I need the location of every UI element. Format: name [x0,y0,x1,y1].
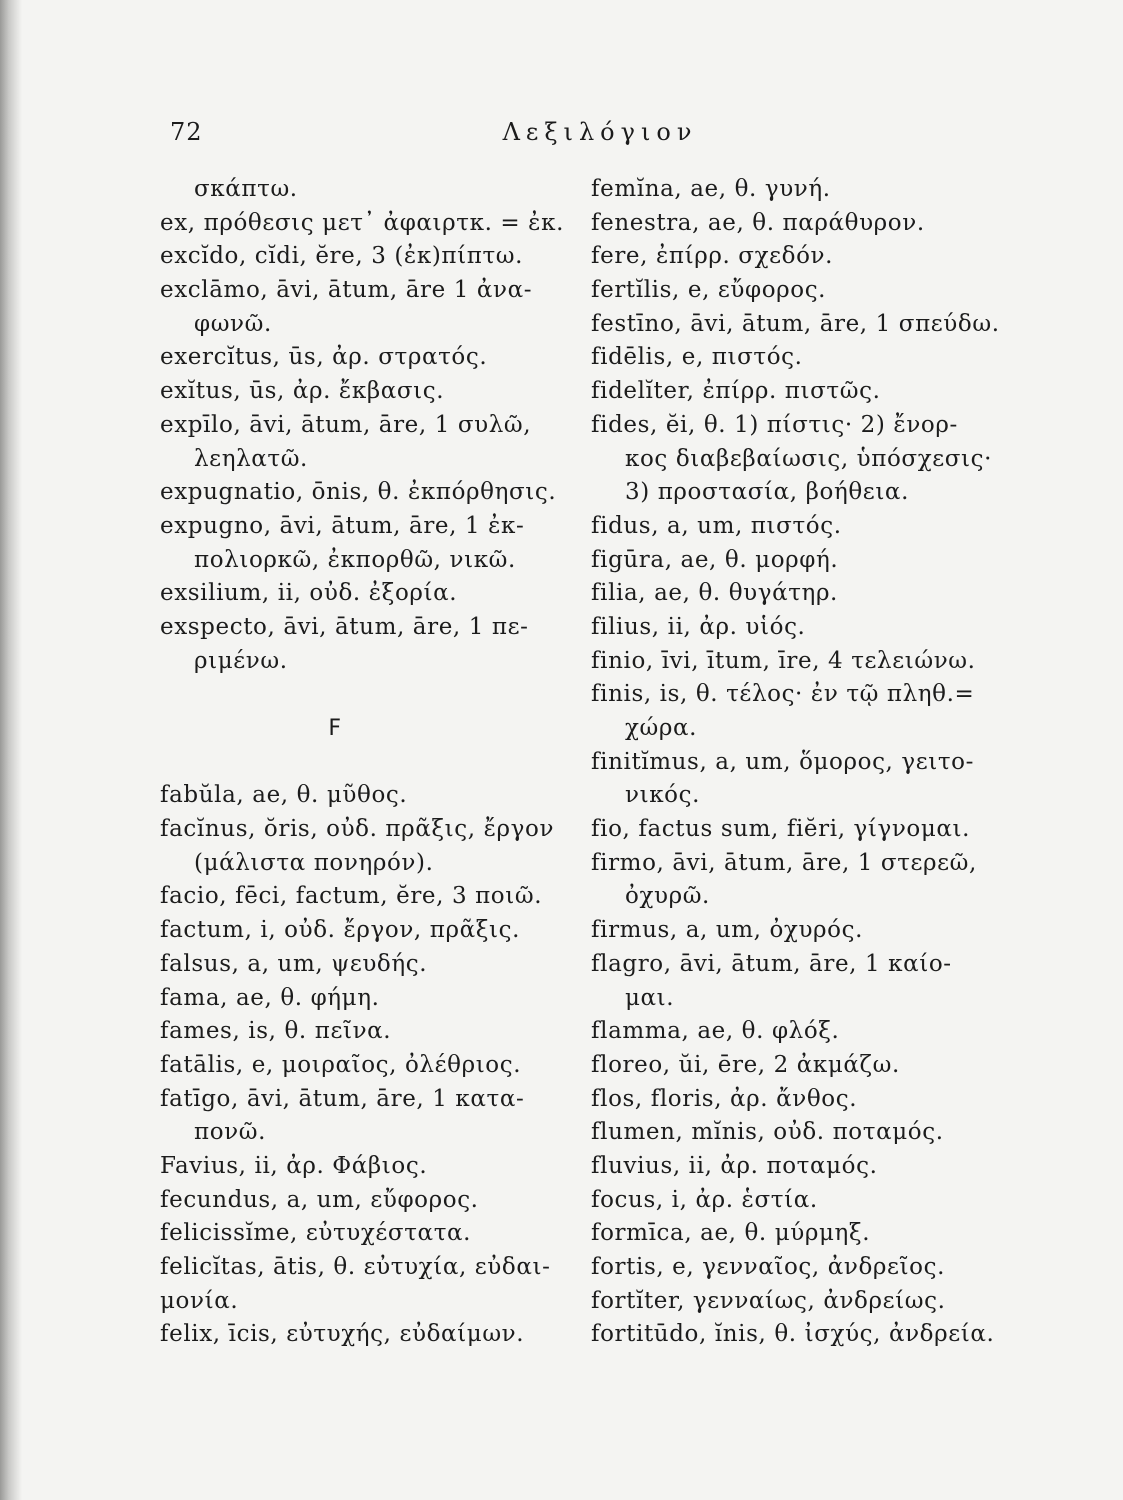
dictionary-entry-line: focus, i, ἀρ. ἑστία. [591,1186,818,1213]
blank-line [160,746,570,780]
dictionary-entry-line: κος διαβεβαίωσις, ὑπόσχεσις· [625,445,993,472]
dictionary-entry-line: fabŭla, ae, θ. μῦθος. [160,782,408,809]
page-header [160,118,1040,154]
left-column [160,173,570,1352]
dictionary-entry-line: fidēlis, e, πιστός. [591,344,803,371]
dictionary-entry-line: exercĭtus, ūs, ἀρ. στρατός. [160,344,488,371]
dictionary-entry-line: Favius, ii, ἀρ. Φάβιος. [160,1152,428,1179]
dictionary-entry-line: finio, īvi, ītum, īre, 4 τελειώνω. [591,647,976,674]
dictionary-entry-line: fortitūdo, ĭnis, θ. ἰσχύς, ἀνδρεία. [591,1321,995,1348]
dictionary-entry-line: filius, ii, ἀρ. υἱός. [591,613,806,640]
dictionary-entry-line: fluvius, ii, ἀρ. ποταμός. [591,1152,878,1179]
dictionary-entry-line: fortĭter, γενναίως, ἀνδρείως. [591,1287,946,1314]
dictionary-entry-line: facĭnus, ŏris, οὐδ. πρᾶξις, ἔργον [160,816,555,843]
dictionary-entry-line: fio, factus sum, fiĕri, γίγνομαι. [591,816,971,843]
dictionary-entry-line: exĭtus, ūs, ἀρ. ἔκβασις. [160,378,445,405]
dictionary-entry-line: facio, fēci, factum, ĕre, 3 ποιῶ. [160,883,543,910]
dictionary-entry-line: ὀχυρῶ. [625,883,710,910]
blank-line [160,678,570,712]
dictionary-entry-line: φωνῶ. [194,310,272,337]
dictionary-entry-line: fatīgo, āvi, ātum, āre, 1 κατα- [160,1085,525,1112]
dictionary-entry-line: fertĭlis, e, εὔφορος. [591,277,827,304]
dictionary-entry-line: floreo, ŭi, ēre, 2 ἀκμάζω. [591,1051,900,1078]
running-title: Λεξιλόγιον [502,118,698,146]
dictionary-entry-line: fatālis, e, μοιραῖος, ὀλέθριος. [160,1051,522,1078]
dictionary-entry-line: flamma, ae, θ. φλόξ. [591,1018,840,1045]
dictionary-entry-line: femĭna, ae, θ. γυνή. [591,176,831,202]
dictionary-entry-line: excĭdo, cĭdi, ĕre, 3 (ἐκ)πίπτω. [160,243,524,270]
dictionary-entry-line: flumen, mĭnis, οὐδ. ποταμός. [591,1119,944,1146]
dictionary-entry-line: formīca, ae, θ. μύρμηξ. [591,1220,871,1247]
dictionary-entry-line: expīlo, āvi, ātum, āre, 1 συλῶ, [160,411,532,438]
dictionary-entry-line: μονία. [160,1287,239,1314]
dictionary-entry-line: falsus, a, um, ψευδής. [160,950,428,977]
dictionary-entry-line: festīno, āvi, ātum, āre, 1 σπεύδω. [591,310,1000,337]
section-letter: F [328,716,342,741]
page-number: 72 [170,118,203,146]
dictionary-entry-line: fidelĭter, ἐπίρρ. πιστῶς. [591,378,881,405]
dictionary-entry-line: flagro, āvi, ātum, āre, 1 καίο- [591,950,952,977]
dictionary-entry-line: flos, floris, ἀρ. ἄνθος. [591,1085,858,1112]
dictionary-entry-line: ριμένω. [194,647,288,674]
dictionary-entry-line: σκάπτω. [194,176,298,202]
dictionary-entry-line: 3) προστασία, βοήθεια. [625,479,909,506]
dictionary-entry-line: exsilium, ii, οὐδ. ἐξορία. [160,580,458,607]
dictionary-entry-line: fames, is, θ. πεῖνα. [160,1018,392,1045]
dictionary-entry-line: fama, ae, θ. φήμη. [160,984,380,1011]
dictionary-entry-line: fortis, e, γενναῖος, ἀνδρεῖος. [591,1254,945,1280]
dictionary-entry-line: felicĭtas, ātis, θ. εὐτυχία, εὐδαι- [160,1254,551,1280]
dictionary-entry-line: μαι. [625,984,675,1011]
dictionary-entry-line: firmo, āvi, ātum, āre, 1 στερεῶ, [591,849,977,876]
dictionary-entry-line: felix, īcis, εὐτυχής, εὐδαίμων. [160,1321,525,1348]
dictionary-entry-line: νικός. [625,782,701,809]
dictionary-entry-line: exclāmo, āvi, ātum, āre 1 ἀνα- [160,277,533,304]
right-column [591,173,1021,1352]
dictionary-entry-line: fides, ĕi, θ. 1) πίστις· 2) ἔνορ- [591,411,958,438]
dictionary-entry-line: filia, ae, θ. θυγάτηρ. [591,580,838,607]
dictionary-entry-line: fenestra, ae, θ. παράθυρον. [591,209,925,236]
dictionary-entry-line: factum, i, οὐδ. ἔργον, πρᾶξις. [160,917,520,944]
dictionary-entry-line: χώρα. [625,715,698,741]
dictionary-entry-line: felicissĭme, εὐτυχέστατα. [160,1220,472,1247]
dictionary-entry-line: figūra, ae, θ. μορφή. [591,546,839,573]
dictionary-entry-line: finis, is, θ. τέλος· ἐν τῷ πληθ.= [591,681,975,708]
dictionary-entry-line: fere, ἐπίρρ. σχεδόν. [591,243,834,270]
dictionary-entry-line: exspecto, āvi, ātum, āre, 1 πε- [160,613,529,640]
dictionary-entry-line: expugno, āvi, ātum, āre, 1 ἐκ- [160,512,525,539]
dictionary-entry-line: πολιορκῶ, ἐκπορθῶ, νικῶ. [194,546,516,573]
dictionary-entry-line: λεηλατῶ. [194,445,308,472]
dictionary-entry-line: πονῶ. [194,1119,267,1146]
dictionary-entry-line: (μάλιστα πονηρόν). [194,849,434,876]
dictionary-entry-line: fidus, a, um, πιστός. [591,512,842,539]
dictionary-entry-line: firmus, a, um, ὀχυρός. [591,917,864,944]
dictionary-entry-line: fecundus, a, um, εὔφορος. [160,1186,479,1213]
dictionary-entry-line: ex, πρόθεσις μετ᾽ ἀφαιρτκ. = ἐκ. [160,209,565,236]
dictionary-entry-line: finitĭmus, a, um, ὅμορος, γειτο- [591,748,974,775]
dictionary-entry-line: expugnatio, ōnis, θ. ἐκπόρθησις. [160,479,557,506]
